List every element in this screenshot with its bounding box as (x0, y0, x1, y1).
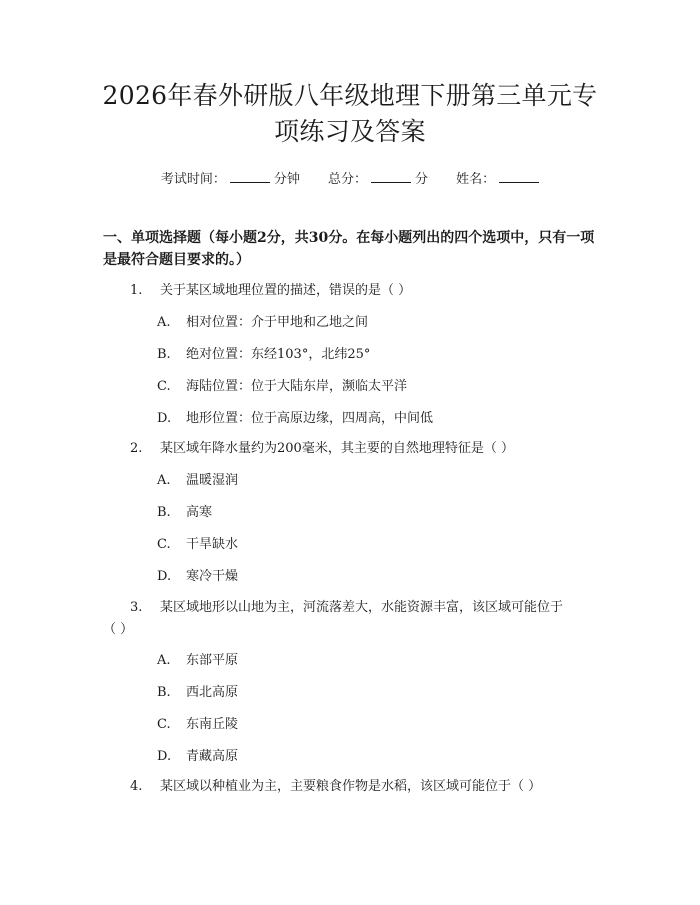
question-text: 关于某区域地理位置的描述，错误的是（ ） (160, 283, 412, 298)
option-letter: C. (157, 537, 171, 552)
question-2-option-d (157, 567, 238, 587)
exam-name (456, 169, 539, 189)
option-text: 干旱缺水 (186, 537, 239, 552)
option-text: 西北高原 (186, 685, 239, 700)
question-number: 2. (130, 441, 143, 456)
question-number: 4. (130, 779, 143, 794)
title-line-1: 2026年春外研版八年级地理下册第三单元专 (102, 81, 598, 110)
question-text-line-2: （ ） (103, 622, 134, 637)
score-label: 总分： (327, 172, 367, 187)
question-3-option-c (157, 715, 238, 735)
exam-meta (0, 169, 700, 189)
option-letter: A. (157, 653, 171, 668)
option-text: 青藏高原 (186, 749, 239, 764)
question-3-option-a (157, 651, 238, 671)
question-3 (103, 597, 598, 641)
question-1-option-d (157, 409, 433, 429)
question-1-option-c (157, 377, 407, 397)
time-label: 考试时间： (160, 172, 226, 187)
option-letter: A. (157, 315, 171, 330)
section-heading-line-2: 是最符合题目要求的。） (103, 252, 250, 268)
option-letter: D. (157, 569, 172, 584)
question-number: 3. (130, 600, 143, 615)
question-text: 某区域年降水量约为200毫米，其主要的自然地理特征是（ ） (160, 441, 514, 456)
exam-time (161, 169, 300, 189)
time-blank (230, 169, 270, 183)
question-4 (103, 776, 598, 798)
option-text: 高寒 (186, 505, 213, 520)
section-heading (103, 227, 603, 271)
time-unit: 分钟 (273, 172, 300, 187)
question-3-option-b (157, 683, 238, 703)
option-letter: B. (157, 505, 171, 520)
question-number: 1. (130, 283, 143, 298)
question-1 (103, 280, 598, 302)
option-text: 绝对位置：东经103°，北纬25° (186, 347, 371, 362)
option-letter: D. (157, 749, 172, 764)
option-letter: B. (157, 685, 171, 700)
question-text: 某区域以种植业为主，主要粮食作物是水稻，该区域可能位于（ ） (160, 779, 542, 794)
section-heading-line-1: 一、单项选择题（每小题2分，共30分。在每小题列出的四个选项中，只有一项 (103, 230, 595, 246)
option-letter: C. (157, 379, 171, 394)
document-title (60, 78, 640, 150)
option-text: 地形位置：位于高原边缘，四周高，中间低 (186, 411, 434, 426)
question-1-option-b (157, 345, 370, 365)
option-text: 相对位置：介于甲地和乙地之间 (186, 315, 369, 330)
name-blank (499, 169, 539, 183)
option-letter: D. (157, 411, 172, 426)
question-3-option-d (157, 747, 238, 767)
question-text-line-1: 某区域地形以山地为主，河流落差大，水能资源丰富，该区域可能位于 (160, 600, 564, 615)
title-line-2: 项练习及答案 (274, 117, 426, 146)
option-text: 东南丘陵 (186, 717, 239, 732)
question-2 (103, 438, 598, 460)
option-text: 寒冷干燥 (186, 569, 239, 584)
question-2-option-c (157, 535, 238, 555)
question-2-option-a (157, 471, 238, 491)
option-letter: A. (157, 473, 171, 488)
name-label: 姓名： (456, 172, 496, 187)
option-letter: B. (157, 347, 171, 362)
question-2-option-b (157, 503, 212, 523)
option-letter: C. (157, 717, 171, 732)
option-text: 东部平原 (186, 653, 239, 668)
option-text: 海陆位置：位于大陆东岸，濒临太平洋 (186, 379, 408, 394)
question-1-option-a (157, 313, 368, 333)
exam-score (328, 169, 428, 189)
score-blank (371, 169, 411, 183)
option-text: 温暖湿润 (186, 473, 239, 488)
score-unit: 分 (415, 172, 429, 187)
